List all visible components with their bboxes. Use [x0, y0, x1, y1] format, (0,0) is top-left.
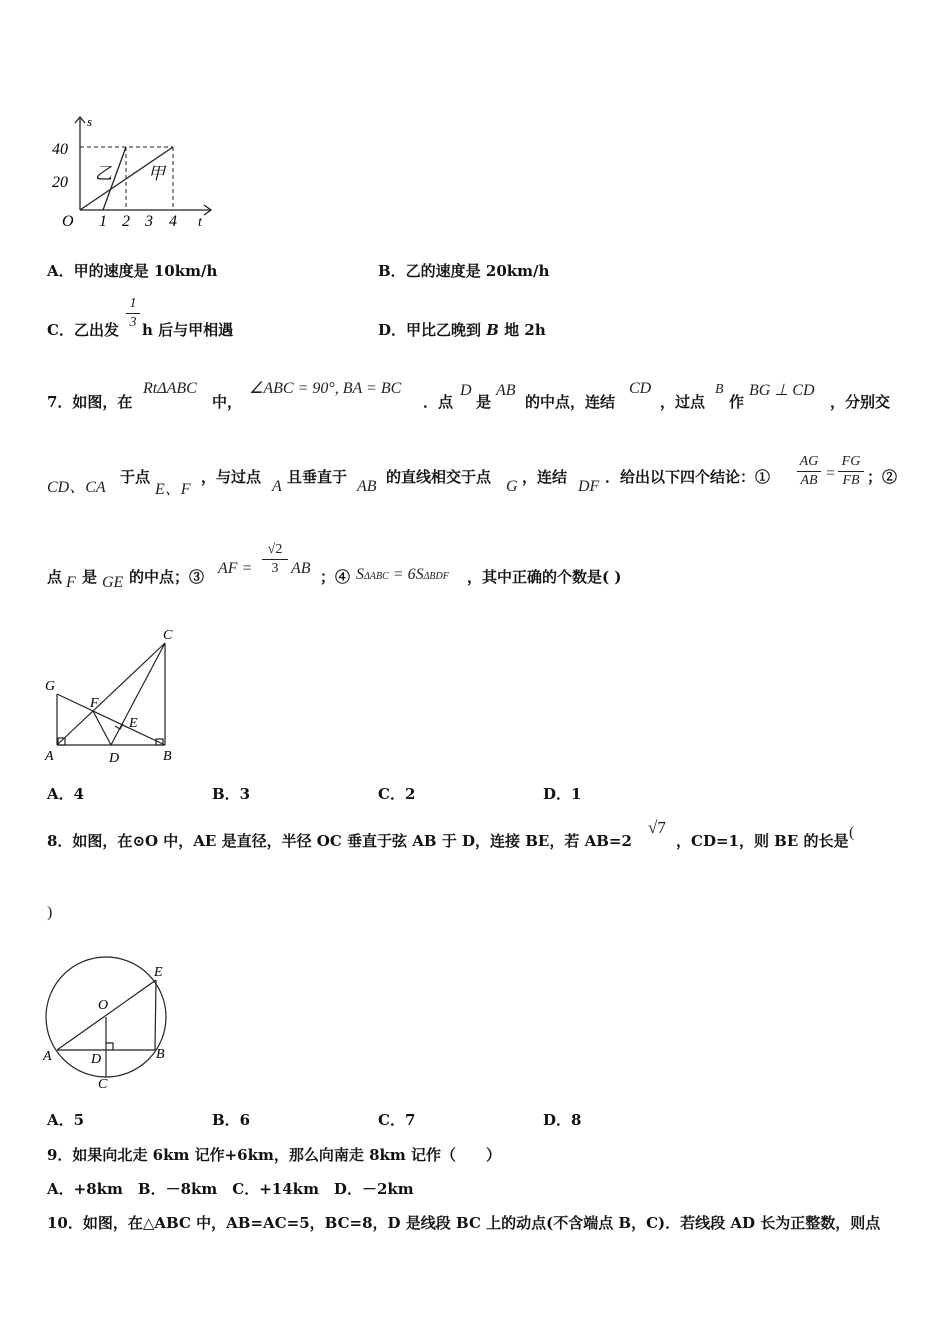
q6-option-d-prefix: D．甲比乙晚到 — [378, 321, 482, 339]
q8-text-2: ，CD=1，则 BE 的长是 — [676, 832, 849, 850]
q6-option-d — [378, 321, 546, 339]
area-equals: = 6S — [392, 566, 424, 583]
q8-option-b: B．6 — [212, 1111, 251, 1129]
q7-text-16: 点 — [47, 568, 63, 586]
q7-fraction-sqrt2-3 — [262, 542, 288, 577]
y-tick-20: 20 — [52, 174, 68, 191]
q6-option-d-suffix: 地 2h — [504, 321, 546, 339]
q9-options: A．+8km B．－8km C．+14km D．－2km — [47, 1180, 414, 1198]
q7-text-2: 中， — [212, 393, 243, 411]
x-tick-4: 4 — [169, 213, 177, 230]
fraction-denominator: FB — [842, 473, 860, 488]
q8-sqrt7: √7 — [648, 818, 666, 837]
label-a: A — [43, 1049, 52, 1064]
q7-text-12: 的直线相交于点 — [386, 468, 492, 486]
area-s1: S — [356, 566, 364, 583]
fraction-numerator: √2 — [267, 542, 283, 557]
q8-paren-close: ) — [47, 904, 53, 921]
label-g: G — [45, 679, 56, 694]
axis-x-label: t — [198, 215, 202, 230]
fraction-denominator: 3 — [129, 315, 137, 330]
q7-equals: = — [825, 465, 836, 482]
origin-label: O — [62, 213, 74, 230]
label-a: A — [45, 749, 54, 764]
q7-segment-ab: AB — [496, 382, 516, 399]
q7-point-f: F — [66, 574, 76, 591]
q10-question: 10．如图，在△ABC 中，AB=AC=5，BC=8，D 是线段 BC 上的动点(不含端点 B，C)．若线段 AD 长为正整数，则点 — [47, 1214, 881, 1232]
q7-segment-cd: CD — [629, 380, 652, 397]
q7-text-6: ，过点 — [660, 393, 706, 411]
q7-text-9: 于点 — [120, 468, 151, 486]
q7-option-c: C．2 — [378, 785, 416, 803]
q6-option-d-b: B — [486, 321, 499, 339]
q7-option-a: A．4 — [47, 785, 85, 803]
q6-distance-time-graph — [40, 112, 220, 234]
q6-option-b: B．乙的速度是 20km/h — [378, 262, 550, 280]
label-d: D — [91, 1052, 102, 1067]
x-tick-3: 3 — [145, 213, 153, 230]
axis-y-label: s — [87, 114, 93, 129]
q7-text-17: 是 — [82, 568, 98, 586]
q7-text-14: ．给出以下四个结论：① — [605, 468, 771, 486]
q7-text-13: ，连结 — [522, 468, 568, 486]
fraction-denominator: AB — [800, 473, 818, 488]
q7-segments-cd-ca: CD、CA — [47, 479, 106, 496]
q7-fraction-fg-fb — [838, 454, 864, 489]
fraction-denominator: 3 — [271, 561, 279, 576]
q8-paren-open: ( — [849, 824, 855, 841]
q7-af-rhs: AB — [291, 560, 311, 577]
label-c: C — [163, 628, 173, 643]
label-b: B — [163, 749, 172, 764]
label-yi: 乙 — [95, 164, 112, 183]
q7-text-5: 的中点，连结 — [525, 393, 616, 411]
q7-points-e-f: E、F — [155, 481, 191, 498]
fraction-numerator: 1 — [129, 296, 137, 311]
q7-condition: ∠ABC = 90°, BA = BC — [249, 380, 402, 397]
y-tick-40: 40 — [52, 141, 68, 158]
label-e: E — [129, 716, 138, 731]
q7-text-8: ，分别交 — [830, 393, 891, 411]
q7-perpendicular: BG ⊥ CD — [749, 382, 815, 399]
label-c: C — [98, 1077, 108, 1092]
q7-point-d: D — [460, 382, 472, 399]
fraction-numerator: AG — [799, 454, 819, 469]
q7-text-4: 是 — [476, 393, 492, 411]
q6-option-c-fraction — [126, 296, 140, 331]
q7-segment-ab-2: AB — [357, 478, 377, 495]
label-e: E — [154, 965, 163, 980]
q7-rt-triangle: RtΔABC — [143, 380, 197, 397]
area-s1-sub: ΔABC — [364, 571, 389, 582]
q6-option-c-prefix: C．乙出发 — [47, 321, 119, 339]
q7-triangle-figure — [40, 622, 190, 770]
q7-segment-df: DF — [578, 478, 600, 495]
q7-af-lhs: AF = — [218, 560, 253, 577]
q7-fraction-ag-ab — [797, 454, 821, 489]
label-o: O — [98, 998, 109, 1013]
q7-option-d: D．1 — [543, 785, 582, 803]
q7-text-11: 且垂直于 — [287, 468, 348, 486]
q9-question: 9．如果向北走 6km 记作+6km，那么向南走 8km 记作（ ） — [47, 1146, 502, 1164]
q7-text-20: ，其中正确的个数是( ) — [467, 568, 622, 586]
label-d: D — [109, 751, 120, 766]
q7-point-b: B — [715, 382, 724, 397]
area-s2-sub: ΔBDF — [423, 571, 449, 582]
q8-option-c: C．7 — [378, 1111, 416, 1129]
q7-point-g: G — [506, 478, 518, 495]
q8-circle-figure — [38, 955, 178, 1095]
q7-area-relation — [356, 566, 449, 584]
q7-text-15: ；② — [867, 468, 898, 486]
q8-option-d: D．8 — [543, 1111, 582, 1129]
q7-point-a: A — [272, 478, 282, 495]
q6-option-a: A．甲的速度是 10km/h — [47, 262, 218, 280]
q7-text-1: 7．如图，在 — [47, 393, 133, 411]
fraction-numerator: FG — [841, 454, 861, 469]
q7-text-19: ；④ — [320, 568, 351, 586]
q7-text-3: ．点 — [423, 393, 454, 411]
q8-text-1: 8．如图，在⊙O 中，AE 是直径，半径 OC 垂直于弦 AB 于 D，连接 BE，若 AB=2 — [47, 832, 632, 850]
q8-option-a: A．5 — [47, 1111, 85, 1129]
x-tick-2: 2 — [122, 213, 130, 230]
q7-segment-ge: GE — [102, 574, 124, 591]
q7-text-7: 作 — [729, 393, 745, 411]
x-tick-1: 1 — [99, 213, 107, 230]
label-b: B — [156, 1047, 165, 1062]
q6-option-c-suffix: h 后与甲相遇 — [142, 321, 234, 339]
q7-option-b: B．3 — [212, 785, 251, 803]
label-f: F — [90, 696, 99, 711]
q7-text-18: 的中点；③ — [129, 568, 205, 586]
label-jia: 甲 — [148, 164, 165, 183]
q7-text-10: ，与过点 — [201, 468, 262, 486]
